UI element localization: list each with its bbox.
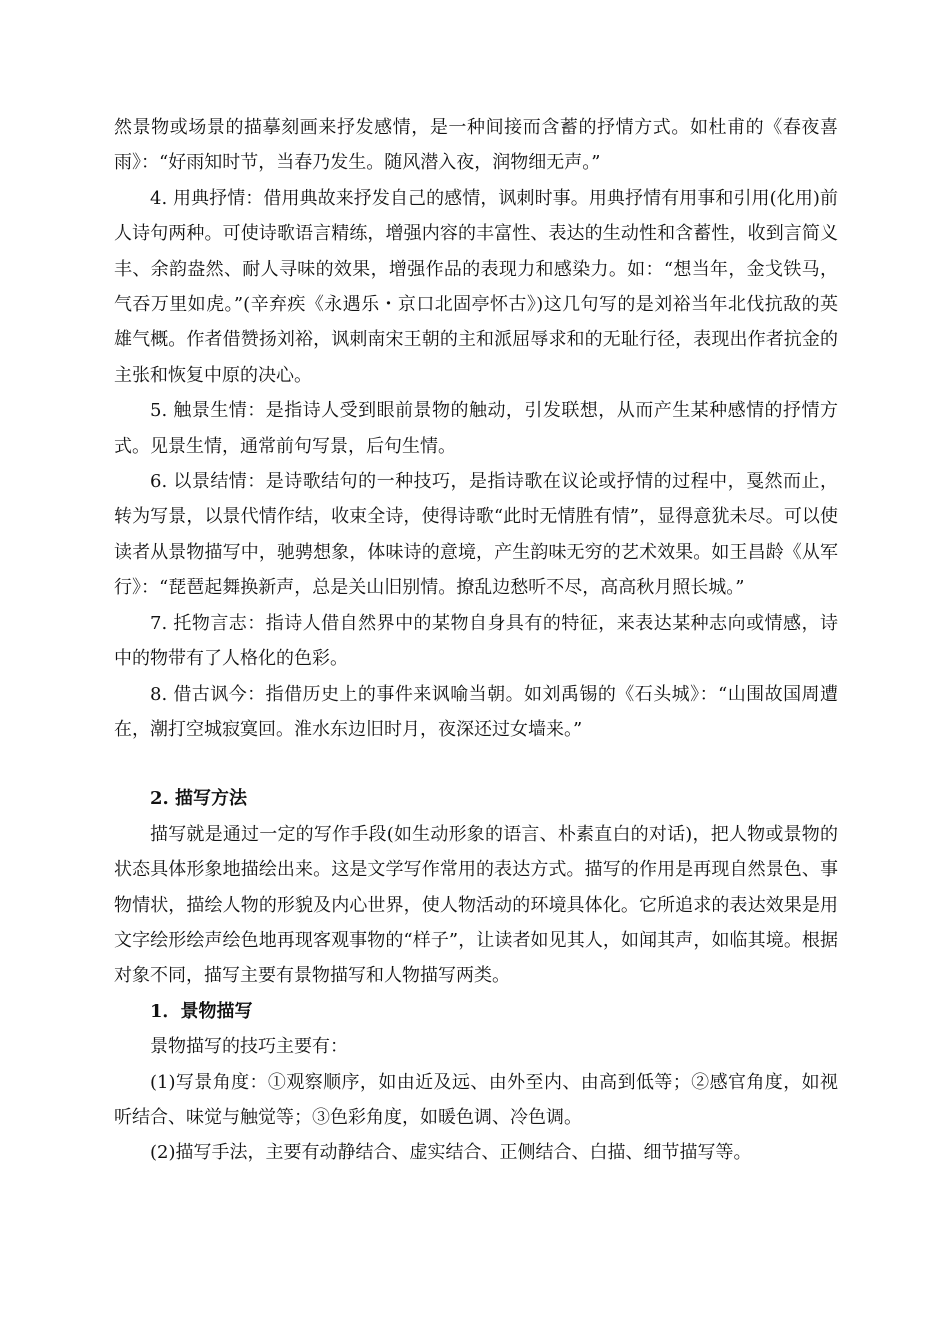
section-heading: 2. 描写方法 bbox=[150, 788, 248, 810]
paragraph-object-expressing-ambition: 7. 托物言志：指诗人借自然界中的某物自身具有的特征，来表达某种志向或情感，诗中的物带有了人格化的色彩。 bbox=[114, 612, 838, 670]
paragraph-continued: 然景物或场景的描摹刻画来抒发感情，是一种间接而含蓄的抒情方式。如杜甫的《春夜喜雨》：“好雨知时节，当春乃发生。随风潜入夜，润物细无声。” bbox=[114, 117, 838, 174]
technique-item-angle: (1)写景角度：①观察顺序，如由近及远、由外至内、由高到低等；②感官角度，如视听结合、味觉与触觉等；③色彩角度，如暖色调、冷色调。 bbox=[114, 1071, 838, 1128]
page-body bbox=[114, 110, 838, 1171]
paragraph-ending-with-scenery: 6. 以景结情：是诗歌结句的一种技巧，是指诗歌在议论或抒情的过程中，戛然而止，转为写景，以景代情作结，收束全诗，使得诗歌“此时无情胜有情”，显得意犹未尽。可以使读者从景物描写中，驰骋想象，体味诗的意境，产生韵味无穷的艺术效果。如王昌龄《从军行》：“琵琶起舞换新声，总是关山旧别情。撩乱边愁听不尽，高高秋月照长城。” bbox=[114, 471, 838, 599]
paragraph-allusion-lyricism: 4. 用典抒情：借用典故来抒发自己的感情，讽刺时事。用典抒情有用事和引用(化用)前人诗句两种。可使诗歌语言精练，增强内容的丰富性、表达的生动性和含蓄性，收到言简义丰、余韵盎然、耐人寻味的效果，增强作品的表现力和感染力。如：“想当年，金戈铁马，气吞万里如虎。”(辛弃疾《永遇乐・京口北固亭怀古》)这几句写的是刘裕当年北伐抗敌的英雄气概。作者借赞扬刘裕，讽刺南宋王朝的主和派屈辱求和的无耻行径，表现出作者抗金的主张和恢复中原的决心。 bbox=[114, 187, 838, 386]
sub-intro: 景物描写的技巧主要有： bbox=[150, 1036, 348, 1058]
subheading-scenery-description: 1．景物描写 bbox=[150, 1000, 253, 1022]
technique-item-method: (2)描写手法，主要有动静结合、虚实结合、正侧结合、白描、细节描写等。 bbox=[150, 1142, 752, 1164]
section-spacer bbox=[114, 747, 838, 781]
paragraph-scene-evoked-emotion: 5. 触景生情：是指诗人受到眼前景物的触动，引发联想，从而产生某种感情的抒情方式。见景生情，通常前句写景，后句生情。 bbox=[114, 400, 838, 457]
section-intro: 描写就是通过一定的写作手段(如生动形象的语言、朴素直白的对话)，把人物或景物的状态具体形象地描绘出来。这是文学写作常用的表达方式。描写的作用是再现自然景色、事物情状，描绘人物的形貌及内心世界，使人物活动的环境具体化。它所追求的表达效果是用文字绘形绘声绘色地再现客观事物的“样子”，让读者如见其人，如闻其声，如临其境。根据对象不同，描写主要有景物描写和人物描写两类。 bbox=[114, 823, 838, 987]
paragraph-past-satirizing-present: 8. 借古讽今：指借历史上的事件来讽喻当朝。如刘禹锡的《石头城》：“山围故国周遭在，潮打空城寂寞回。淮水东边旧时月，夜深还过女墙来。” bbox=[114, 683, 838, 740]
